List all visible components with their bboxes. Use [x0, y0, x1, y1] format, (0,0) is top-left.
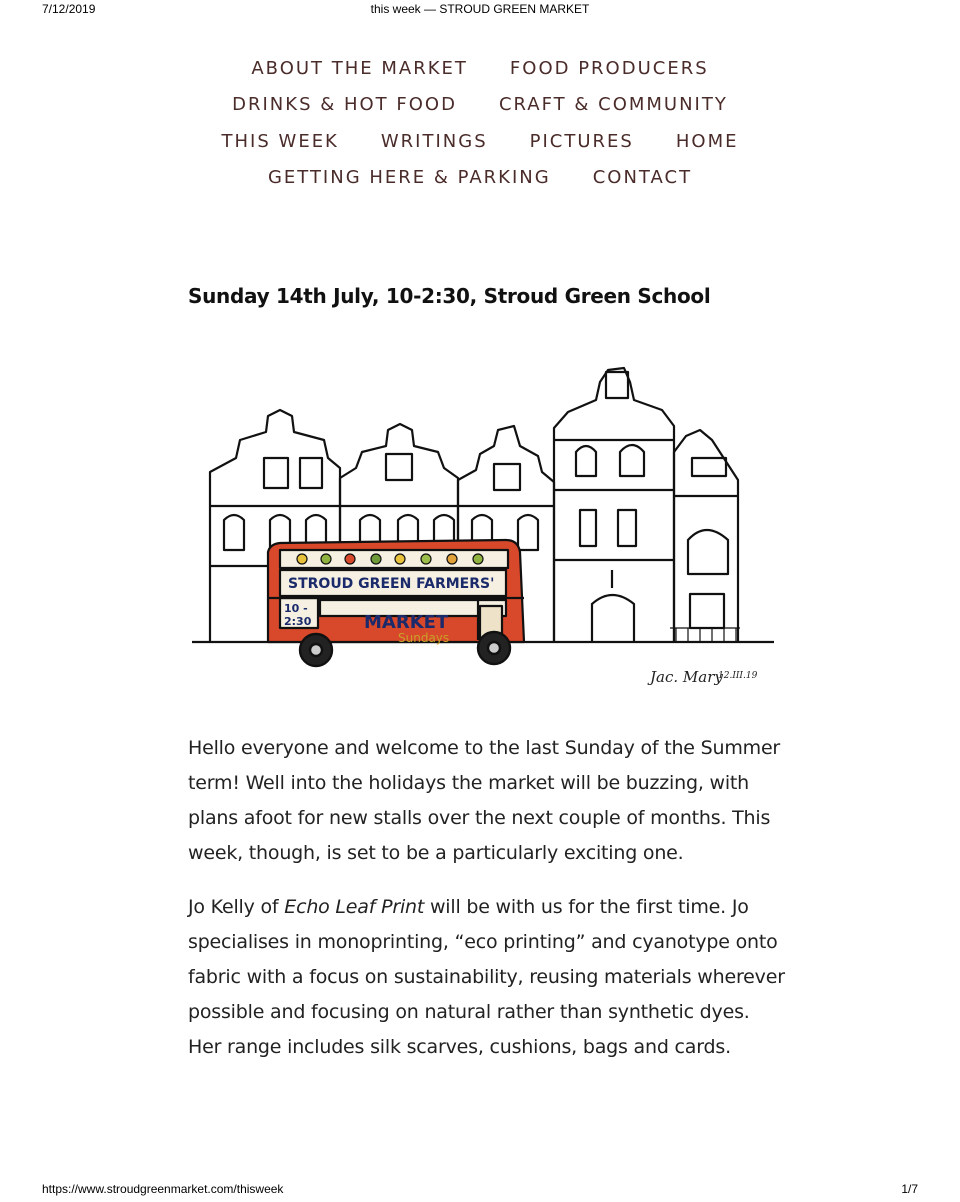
nav-food-producers[interactable]: FOOD PRODUCERS	[509, 57, 709, 79]
nav-pictures[interactable]: PICTURES	[529, 130, 634, 152]
nav-row	[0, 50, 960, 87]
bus-market-text: MARKET	[364, 612, 449, 633]
nav-row	[0, 87, 960, 124]
nav-this-week[interactable]: THIS WEEK	[221, 130, 339, 152]
bus-banner-text: STROUD GREEN FARMERS'	[288, 576, 495, 592]
bus-times-line1: 10 -	[284, 602, 308, 615]
artist-signature: Jac. Mary	[650, 668, 723, 686]
print-footer	[0, 1182, 960, 1202]
print-page-number: 1/7	[901, 1182, 918, 1196]
print-page-title: this week — STROUD GREEN MARKET	[370, 2, 590, 16]
nav-row	[0, 123, 960, 160]
print-date: 7/12/2019	[42, 2, 96, 16]
bus-sundays-text: Sundays	[398, 631, 450, 645]
print-header	[0, 2, 960, 22]
artist-signature-date: 12.III.19	[718, 671, 758, 681]
nav-home[interactable]: HOME	[675, 130, 739, 152]
article-paragraph: Jo Kelly of Echo Leaf Print will be with us for the first time. Jo specialises in monoprinting, “eco printing” and cyanotype onto fabric with a focus on sustainability, reusing materials wherever possible and focusing on natural rather than synthetic dyes. Her range includes silk scarves, cushions, bags and cards.	[188, 896, 785, 1058]
print-url: https://www.stroudgreenmarket.com/thisweek	[42, 1182, 284, 1196]
nav-contact[interactable]: CONTACT	[592, 167, 693, 189]
event-heading: Sunday 14th July, 10-2:30, Stroud Green School	[188, 284, 711, 308]
nav-row	[0, 160, 960, 197]
nav-drinks-hot-food[interactable]: DRINKS & HOT FOOD	[232, 94, 457, 116]
market-bus-illustration	[188, 360, 778, 690]
nav-about-the-market[interactable]: ABOUT THE MARKET	[251, 57, 468, 79]
nav-writings[interactable]: WRITINGS	[380, 130, 488, 152]
echo-leaf-print-name: Echo Leaf Print	[284, 896, 425, 918]
bus-times-line2: 2:30	[284, 615, 312, 628]
nav-getting-here-parking[interactable]: GETTING HERE & PARKING	[267, 167, 551, 189]
main-navigation	[0, 50, 960, 196]
nav-craft-community[interactable]: CRAFT & COMMUNITY	[498, 94, 728, 116]
article-paragraph: Hello everyone and welcome to the last Sunday of the Summer term! Well into the holidays the market will be buzzing, with plans afoot for new stalls over the next couple of months. This week, though, is set to be a particularly exciting one.	[188, 737, 781, 864]
article-body	[188, 731, 788, 1084]
